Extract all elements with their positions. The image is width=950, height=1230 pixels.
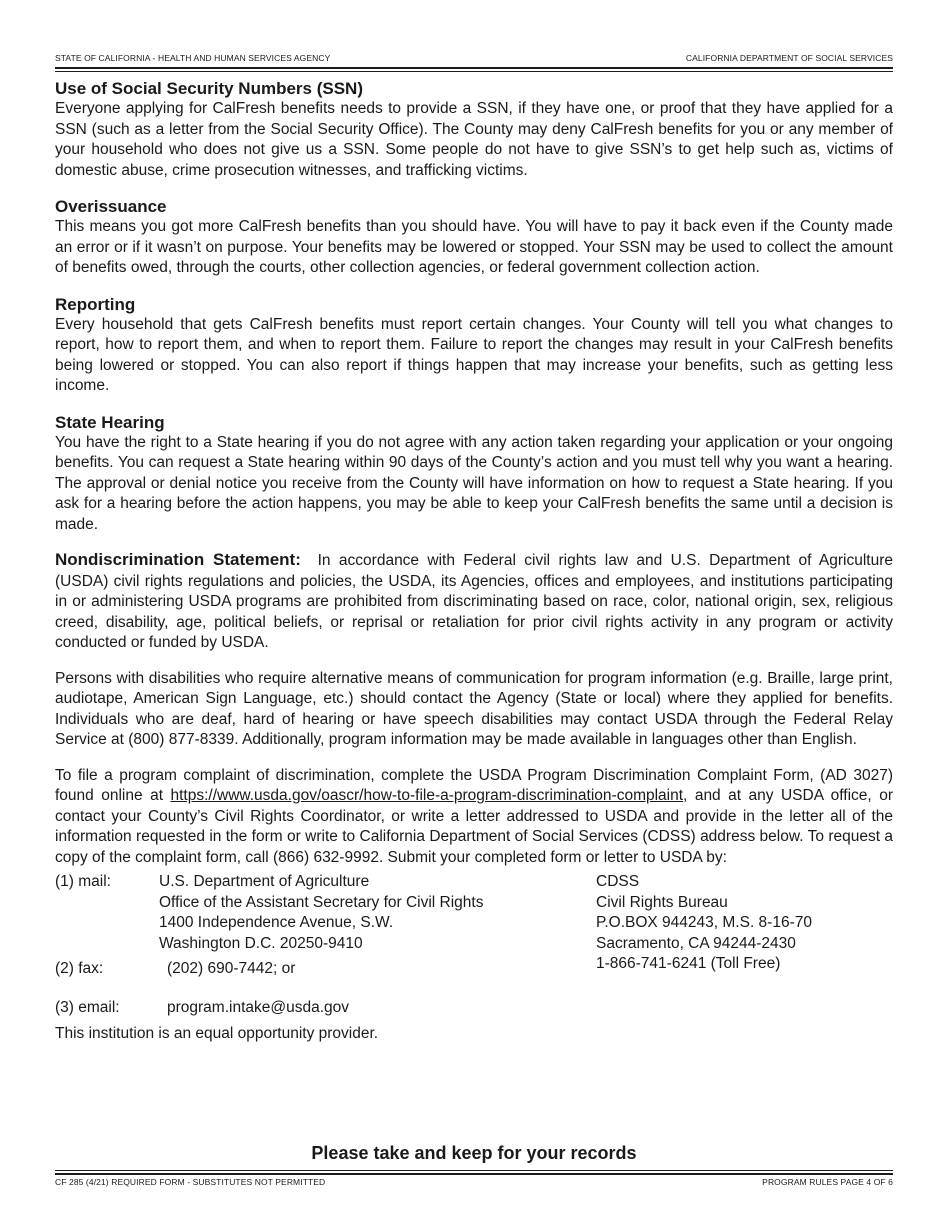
- complaint-text-end: , and at any USDA office, or contact your County’s Civil Rights Coordinator, or write a letter addressed to USDA and provide in the letter all of the information requested in the form or write to California Department of Social Services (CDSS) address below. To request a copy of the complaint form, call (866) 632-9992. Submit your completed form or letter to USDA by:: [55, 787, 893, 866]
- email-contact-row: [55, 998, 893, 1024]
- section-heading: Reporting: [55, 294, 136, 314]
- header-department: CALIFORNIA DEPARTMENT OF SOCIAL SERVICES: [685, 53, 893, 63]
- section-heading: Use of Social Security Numbers (SSN): [55, 79, 363, 98]
- mail-label: (1) mail:: [55, 873, 111, 890]
- section-text: Everyone applying for CalFresh benefits needs to provide a SSN, if they have one, or proof that they have applied for a SSN (such as a letter from the Social Security Office). The County may deny CalFresh benefits for you or any member of your household who does not give us a SSN. Some people do not have to give SSN’s to get help such as, victims of domestic abuse, crime prosecution witnesses, and trafficking victims.: [55, 100, 893, 179]
- section-text: This means you got more CalFresh benefits than you should have. You will have to pay it back even if the County made an error or if it wasn’t on purpose. Your benefits may be lowered or stopped. Your SSN may be used to collect the amount of benefits owed, through the courts, other collection agencies, or federal government collection action.: [55, 218, 893, 276]
- section-ssn: [55, 78, 893, 181]
- section-heading: Overissuance: [55, 197, 167, 216]
- section-disabilities: Persons with disabilities who require alternative means of communication for program information (e.g. Braille, large print, audiotape, American Sign Language, etc.) should contact the Agency (State or local) where they applied for benefits. Individuals who are deaf, hard of hearing or have speech disabilities may contact USDA through the Federal Relay Service at (800) 877-8339. Additionally, program information may be made available in languages other than English.: [55, 669, 893, 748]
- usda-address-line: U.S. Department of Agriculture: [159, 873, 370, 890]
- section-reporting: [55, 294, 893, 397]
- section-state-hearing: [55, 412, 893, 536]
- section-complaint: [55, 766, 893, 869]
- footer-rule-thin: [55, 1170, 893, 1171]
- cdss-address-line: CDSS: [596, 873, 640, 890]
- fax-value: (202) 690-7442; or: [167, 960, 296, 977]
- header-rule-thick: [55, 67, 893, 69]
- complaint-form-link[interactable]: https://www.usda.gov/oascr/how-to-file-a-program-discrimination-complaint: [170, 787, 684, 804]
- usda-address-line: 1400 Independence Avenue, S.W.: [159, 914, 394, 931]
- footer-rule-thick: [55, 1173, 893, 1175]
- nondiscrimination-heading: Nondiscrimination Statement:: [55, 550, 301, 569]
- section-overissuance: [55, 196, 893, 279]
- header-rule-thin: [55, 71, 893, 72]
- section-heading: State Hearing: [55, 412, 165, 432]
- page-footer: [55, 1177, 893, 1187]
- section-text: Every household that gets CalFresh benefits must report certain changes. Your County will tell you what changes to report, how to report them, and when to report them. Failure to report the changes may result in your CalFresh benefits being lowered or stopped. You can also report if things happen that may increase your benefits, such as getting less income.: [55, 315, 893, 394]
- fax-label: (2) fax:: [55, 960, 104, 977]
- usda-address: [159, 872, 483, 954]
- complaint-text-start: To file a program complaint of discrimination, complete the USDA Program Discrimination Complaint Form, (AD 3027) found online at: [55, 766, 893, 804]
- usda-address-line: Office of the Assistant Secretary for Civil Rights: [159, 893, 484, 911]
- section-nondiscrimination: [55, 550, 893, 654]
- cdss-address-line: P.O.BOX 944243, M.S. 8-16-70: [596, 914, 812, 931]
- equal-opportunity-statement: This institution is an equal opportunity provider.: [55, 1025, 379, 1042]
- email-label: (3) email:: [55, 999, 120, 1016]
- page-header: [55, 53, 893, 63]
- document-body: [55, 78, 893, 1045]
- cdss-address-line: Sacramento, CA 94244-2430: [596, 934, 796, 952]
- footer-form-id: CF 285 (4/21) REQUIRED FORM - SUBSTITUTES NOT PERMITTED: [55, 1177, 326, 1187]
- mail-contact-block: [55, 872, 893, 996]
- email-value: program.intake@usda.gov: [167, 999, 350, 1016]
- cdss-address-line: 1-866-741-6241 (Toll Free): [596, 955, 781, 972]
- usda-address-line: Washington D.C. 20250-9410: [159, 934, 363, 952]
- cdss-address: [596, 872, 812, 975]
- closing-instruction: Please take and keep for your records: [311, 1143, 637, 1163]
- section-text: You have the right to a State hearing if you do not agree with any action taken regarding your application or your ongoing benefits. You can request a State hearing within 90 days of the County’s action and you must tell why you want a hearing. The approval or denial notice you receive from the County will have information on how to request a State hearing. If you ask for a hearing before the action happens, you may be able to keep your CalFresh benefits the same until a decision is made.: [55, 433, 893, 533]
- cdss-address-line: Civil Rights Bureau: [596, 893, 728, 911]
- header-agency: STATE OF CALIFORNIA - HEALTH AND HUMAN SERVICES AGENCY: [55, 53, 331, 63]
- footer-page-number: PROGRAM RULES PAGE 4 OF 6: [762, 1177, 893, 1187]
- nondiscrimination-text: In accordance with Federal civil rights law and U.S. Department of Agriculture (USDA) civil rights regulations and policies, the USDA, its Agencies, offices and employees, and institutions participating in or administering USDA programs are prohibited from discriminating based on race, color, national origin, sex, religious creed, disability, age, political beliefs, or reprisal or retaliation for prior civil rights activity in any program or activity conducted or funded by USDA.: [55, 552, 893, 651]
